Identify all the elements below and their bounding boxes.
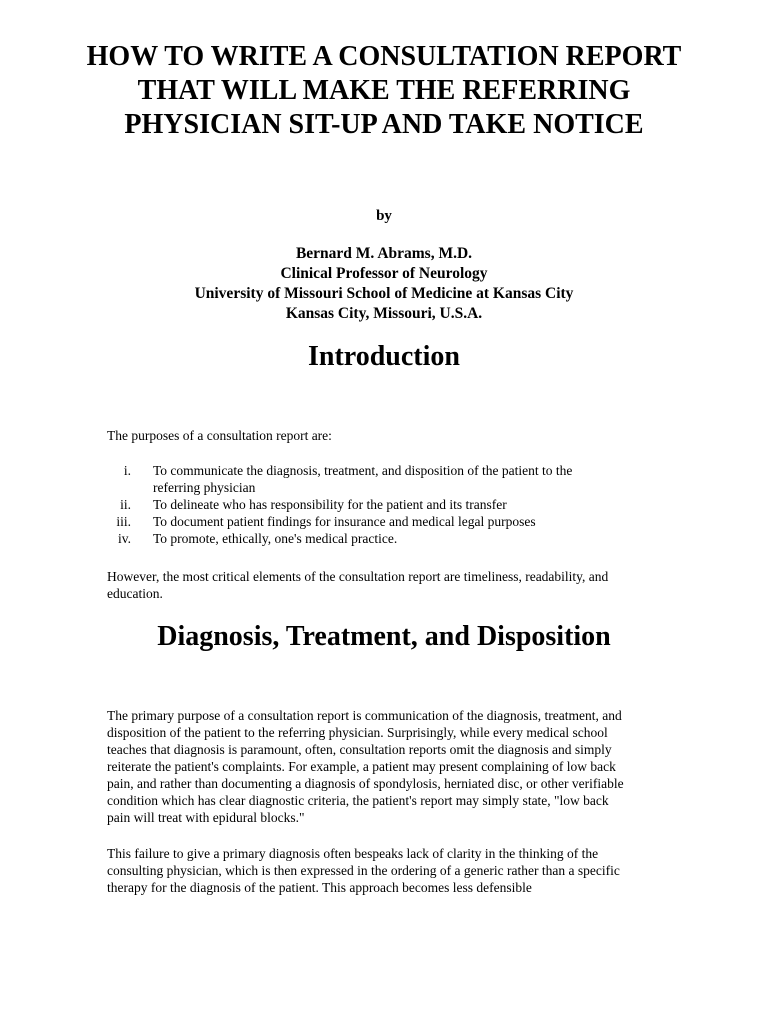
- list-item-text: To delineate who has responsibility for the patient and its transfer: [153, 497, 507, 512]
- diagnosis-paragraph-2: This failure to give a primary diagnosis often bespeaks lack of clarity in the thinking of the consulting physician, which is then expressed in the ordering of a generic rather than a specific therapy for the diagnosis of the patient. This approach becomes less defensible: [107, 846, 620, 895]
- diagnosis-heading: Diagnosis, Treatment, and Disposition: [157, 621, 611, 652]
- introduction-lead: The purposes of a consultation report are:: [107, 428, 332, 443]
- author-name: Bernard M. Abrams, M.D.: [295, 245, 473, 262]
- list-item-number: iii.: [116, 514, 131, 529]
- author-institution: University of Missouri School of Medicine at Kansas City: [194, 285, 574, 302]
- list-item-text: To document patient findings for insurance and medical legal purposes: [153, 514, 536, 529]
- byline: by: [376, 208, 392, 224]
- author-position: Clinical Professor of Neurology: [280, 265, 488, 282]
- author-block: [84, 244, 684, 324]
- diagnosis-paragraph-1: The primary purpose of a consultation report is communication of the diagnosis, treatment, and disposition of the patient to the referring physician. Surprisingly, while every medical school teaches that diagnosis is paramount, often, consultation reports omit the diagnosis and simply reiterate the patient's complaints. For example, a patient may present complaining of low back pain, and rather than documenting a diagnosis of spondylosis, herniated disc, or other verifiable condition which has clear diagnostic criteria, the patient's report may simply state, "low back pain will treat with epidural blocks.": [107, 708, 624, 825]
- list-item-text: To communicate the diagnosis, treatment, and disposition of the patient to the referring physician: [153, 463, 573, 495]
- list-item: [107, 462, 627, 496]
- list-item-number: ii.: [120, 497, 131, 512]
- list-item-number: iv.: [118, 531, 131, 546]
- author-location: Kansas City, Missouri, U.S.A.: [285, 305, 483, 322]
- list-item-text: To promote, ethically, one's medical practice.: [153, 531, 398, 546]
- list-item: [107, 530, 627, 547]
- purposes-list: [107, 462, 627, 547]
- list-item-number: i.: [123, 463, 131, 478]
- list-item: [107, 496, 627, 513]
- list-item: [107, 513, 627, 530]
- introduction-heading: Introduction: [308, 341, 460, 372]
- document-title: HOW TO WRITE A CONSULTATION REPORT THAT WILL MAKE THE REFERRING PHYSICIAN SIT-UP AND TAKE NOTICE: [86, 41, 682, 140]
- introduction-closing: However, the most critical elements of the consultation report are timeliness, readability, and education.: [107, 569, 609, 601]
